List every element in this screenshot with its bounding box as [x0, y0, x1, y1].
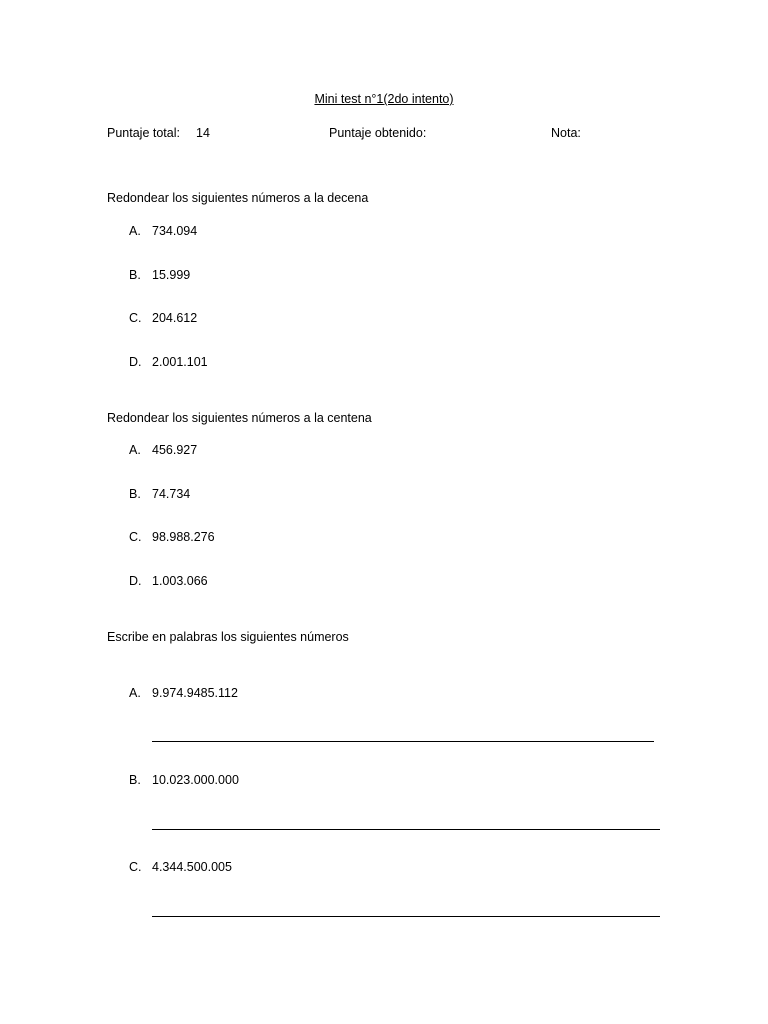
list-item [129, 311, 197, 325]
list-item [129, 860, 232, 874]
list-item [129, 224, 197, 238]
item-value: 98.988.276 [152, 530, 215, 544]
list-item [129, 686, 238, 700]
section-2-heading: Redondear los siguientes números a la centena [107, 411, 372, 425]
item-letter: D. [129, 574, 142, 588]
list-item [129, 574, 208, 588]
obtained-score-label: Puntaje obtenido: [329, 126, 427, 140]
list-item [129, 773, 239, 787]
item-letter: C. [129, 530, 142, 544]
list-item [129, 530, 215, 544]
item-letter: C. [129, 311, 142, 325]
item-letter: B. [129, 268, 141, 282]
item-value: 15.999 [152, 268, 191, 282]
item-value: 456.927 [152, 443, 198, 457]
item-value: 74.734 [152, 487, 191, 501]
section-1-heading: Redondear los siguientes números a la decena [107, 191, 369, 205]
list-item [129, 355, 208, 369]
item-letter: B. [129, 773, 141, 787]
answer-line[interactable] [152, 829, 660, 830]
item-value: 10.023.000.000 [152, 773, 239, 787]
item-letter: C. [129, 860, 142, 874]
item-value: 734.094 [152, 224, 198, 238]
item-value: 2.001.101 [152, 355, 208, 369]
item-value: 9.974.9485.112 [152, 686, 238, 700]
item-value: 4.344.500.005 [152, 860, 232, 874]
item-letter: D. [129, 355, 142, 369]
list-item [129, 443, 197, 457]
answer-line[interactable] [152, 741, 654, 742]
item-letter: A. [129, 443, 141, 457]
section-3-heading: Escribe en palabras los siguientes números [107, 630, 349, 644]
page-title: Mini test n°1(2do intento) [314, 92, 454, 106]
item-letter: A. [129, 686, 141, 700]
score-header [107, 126, 707, 144]
item-value: 1.003.066 [152, 574, 208, 588]
list-item [129, 268, 190, 282]
item-value: 204.612 [152, 311, 198, 325]
answer-line[interactable] [152, 916, 660, 917]
item-letter: A. [129, 224, 141, 238]
item-letter: B. [129, 487, 141, 501]
grade-label: Nota: [551, 126, 581, 140]
list-item [129, 487, 190, 501]
total-score-value: 14 [196, 126, 210, 140]
total-score-label: Puntaje total: [107, 126, 180, 140]
